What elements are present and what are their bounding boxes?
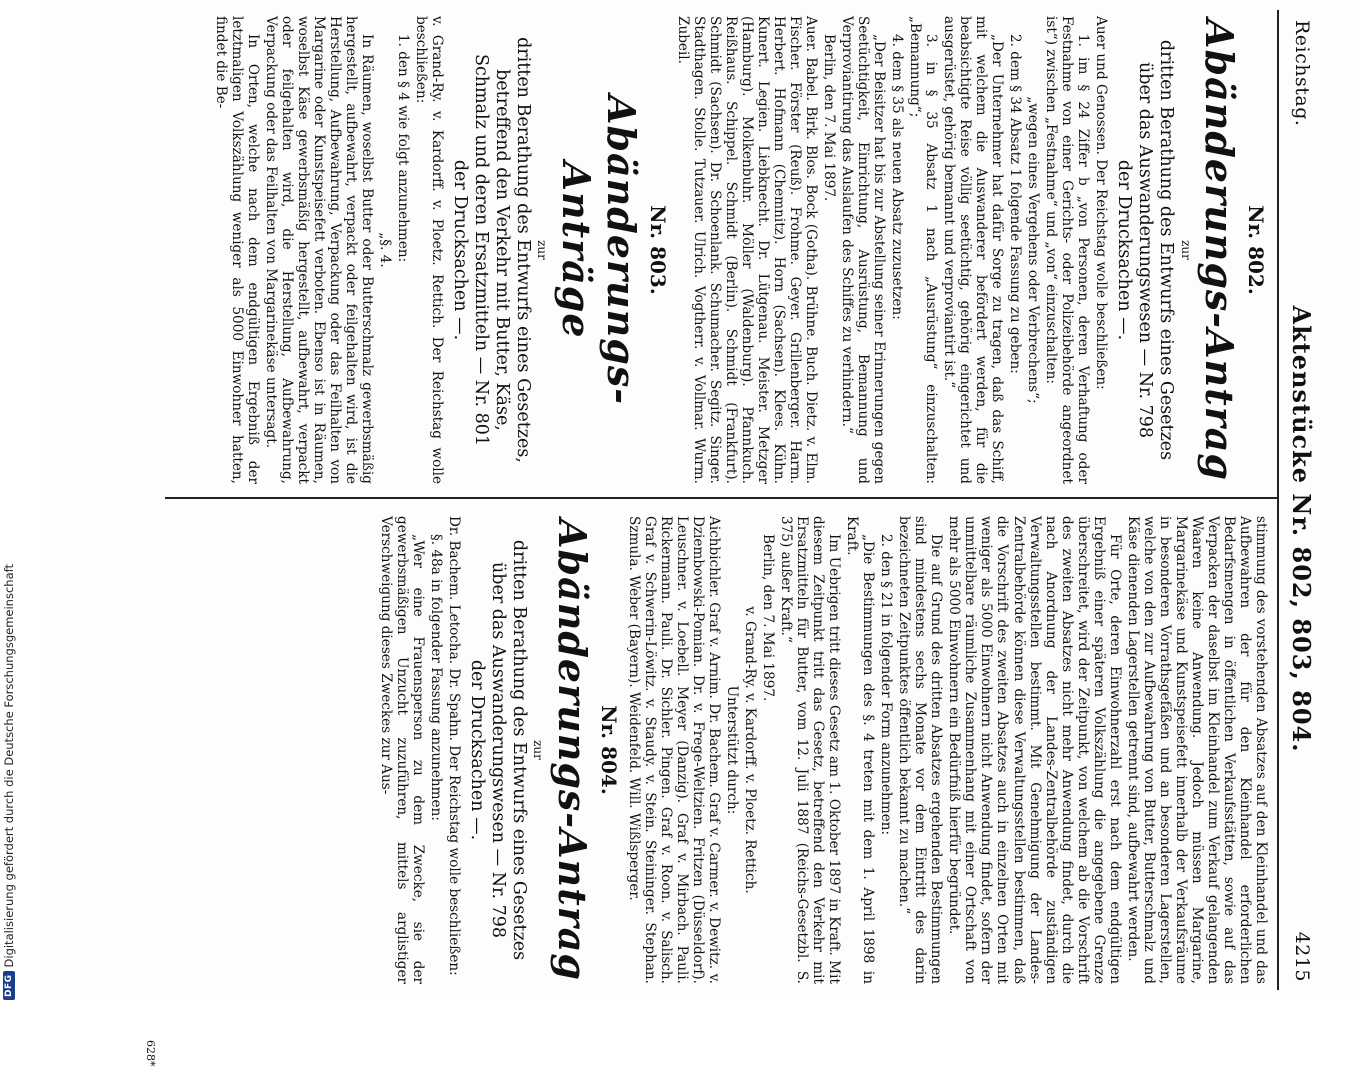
zur-802: zur	[1178, 240, 1193, 260]
doc-desc-804	[466, 516, 529, 984]
doc-number-804: Nr. 804.	[596, 705, 621, 795]
right-column	[376, 516, 1269, 984]
signature-mark: 628*	[144, 1040, 157, 1067]
desc-803-line3: Schmalz und deren Ersatzmitteln — Nr. 801	[471, 53, 492, 447]
date-803: Berlin, den 7. Mai 1897.	[760, 534, 777, 702]
scanned-page	[40, 0, 1353, 1067]
column-divider	[165, 497, 1277, 499]
item-802-3: 3. in § 35 Absatz 1 nach „Ausrüstung“ einzuschalten: „Bemannung“;	[907, 16, 940, 484]
intro-803: v. Grand-Ry. v. Kardorff. v. Ploetz. Rettich. Der Reichstag wolle beschließen:	[413, 16, 446, 484]
signers-803: Aichbichler. Graf v. Arnim. Dr. Bachem. Graf v. Carmer. v. Dewitz. v. Dziembowski-Pomian. Dr. v. Frege-Weltzien. Fritzen (Düsseldorf). Leuschner. v. Loebell. Meyer (Danzig). Graf v. Mirbach. Pauli. Rickermann. Pauli. Dr. Sichler. Pingen. Graf v. Roon. v. Salisch. Graf v. Schwerin-Löwitz. v. Staudy. v. Stein. Steininger. Stephan. Szmula. Weber (Bayern). Weidenfeld. Will. Wißlsperger.	[625, 516, 722, 984]
desc-802-line2: über das Auswanderungswesen — Nr. 798	[1135, 61, 1156, 438]
desc-802-line1: dritten Berathung des Entwurfs eines Gesetzes	[1156, 39, 1177, 461]
item-804: §. 48a in folgender Fassung anzunehmen:	[428, 534, 445, 821]
signers-803-main: v. Grand-Ry. v. Kardorff. v. Ploetz. Rettich.	[742, 606, 759, 894]
doc-title-802: Abänderungs-Antrag	[1197, 19, 1243, 481]
rotated-content	[95, 0, 1325, 1067]
item-803-2b: „Die Bestimmungen des §. 4 treten mit dem 1. April 1898 in Kraft.	[844, 516, 877, 984]
intro-804: Dr. Bachem. Letocha. Dr. Spahn. Der Reichstag wolle beschließen:	[446, 516, 463, 976]
zur-803: zur	[535, 240, 550, 260]
digitization-text: Digitalisierung gefördert durch die Deutsche Forschungsgemeinschaft	[2, 564, 16, 968]
para-4-head: „§. 4.	[377, 232, 394, 268]
doc-number-803: Nr. 803.	[645, 205, 670, 295]
item-803-1: 1. den § 4 wie folgt anzunehmen:	[395, 34, 412, 263]
item-803-2: 2. den § 21 in folgender Form anzunehmen:	[878, 534, 895, 836]
item-803-2c: Im Uebrigen tritt dieses Gesetz am 1. Oktober 1897 in Kraft. Mit diesem Zeitpunkt tritt das Gesetz, betreffend den Verkehr mit Ersatzmitteln für Butter, vom 12. Juli 1887 (Reichs-Gesetzbl. S. 375) außer Kraft.“	[778, 516, 843, 984]
item-802-2: 2. dem § 34 Absatz 1 folgende Fassung zu geben:	[1007, 34, 1024, 374]
signers-803-head: Unterstützt durch:	[724, 685, 740, 815]
item-802-2b: „Der Unternehmer hat dafür Sorge zu tragen, daß das Schiff, mit welchem die Auswanderer befördert werden, für die beabsichtigte Reise völlig seetüchtig, gehörig eingerichtet und ausgerüstet, gehörig bemannt und verproviantirt ist.“	[941, 16, 1006, 484]
cont-paragraph-2: Für Orte, deren Einwohnerzahl erst nach dem endgültigen Ergebniß einer späteren Volkszählung die angegebene Grenze überschreitet, wird der Zeitpunkt, von welchem ab die Vorschrift des zweiten Absatzes nicht mehr Anwendung findet, durch die nach Anordnung der Landes-Zentralbehörde zuständigen Verwaltungsstellen bestimmt. Mit Genehmigung der Landes-Zentralbehörde können diese Verwaltungsstellen bestimmen, daß die Vorschrift des zweiten Absatzes auch in einzelnen Orten mit weniger als 5000 Einwohnern nicht Anwendung findet, sofern der unmittelbare räumliche Zusammenhang mit einer Ortschaft von mehr als 5000 Einwohnern ein Bedürfniß hierfür begründet.	[946, 516, 1123, 984]
item-804b: „Wer eine Frauensperson zu dem Zwecke, sie der gewerbsmäßigen Unzucht zuzuführen, mittels arglistiger Verschweigung dieses Zweckes zur Aus-	[378, 516, 427, 984]
intro-802: Auer und Genossen. Der Reichstag wolle beschließen:	[1093, 16, 1110, 390]
doc-title-804: Abänderungs-Antrag	[550, 519, 596, 981]
date-802: Berlin, den 7. Mai 1897.	[820, 34, 837, 202]
left-column	[211, 16, 1269, 484]
header-rule	[1277, 10, 1279, 990]
desc-804-line3: der Drucksachen —.	[467, 659, 488, 841]
cont-paragraph-1: stimmung des vorstehenden Absatzes auf den Kleinhandel und das Aufbewahren der für den Kleinhandel erforderlichen Bedarfsmengen in öffentlichen Verkaufsstätten, sowie auf das Verpacken der daselbst im Kleinhandel zum Verkauf gelangenden Waaren keine Anwendung. Jedoch müssen Margarine, Margarinekäse und Kunstspeisefett innerhalb der Verkaufsräume in besonderen Vorrathsgefäßen und an besonderen Lagerstellen, welche von den zur Aufbewahrung von Butter, Butterschmalz und Käse dienenden Lagerstellen getrennt sind, aufbewahrt werden.	[1124, 516, 1269, 984]
desc-804-line1: dritten Berathung des Entwurfs eines Gesetzes	[509, 539, 530, 961]
desc-802-line3: der Drucksachen —.	[1114, 159, 1135, 341]
page-number: 4215	[1291, 931, 1313, 982]
signers-802: Auer. Babel. Birk. Blos. Bock (Gotha). Brühne. Buch. Dietz. v. Elm. Fischer. Förster (Reuß). Frohme. Geyer. Grillenberger. Harm. Herbert. Hofmann (Chemnitz). Horn (Sachsen). Klees. Kühn. Kunert. Legien. Liebknecht. Dr. Lütgenau. Meister. Metzger (Hamburg). Molkenbuhr. Möller (Waldenburg). Pfannkuch. Reißhaus. Schippel. Schmidt (Berlin). Schmidt (Frankfurt). Schmidt (Sachsen). Dr. Schoenlank. Schumacher. Segitz. Singer. Stadthagen. Stolle. Tutzauer. Ulrich. Vogtherr. v. Vollmar. Wurm. Zubeil.	[674, 16, 819, 484]
running-header	[1287, 20, 1317, 982]
cont-paragraph-3: Die auf Grund des dritten Absatzes ergehenden Bestimmungen sind mindestens sechs Monate vor dem Eintritt des darin bezeichneten Zeitpunktes öffentlich bekannt zu machen.“	[896, 516, 945, 984]
para-4-text2: In Orten, welche nach dem endgültigen Ergebniß der letztmaligen Volkszählung weniger als 5000 Einwohner hatten, findet die Be-	[212, 16, 261, 484]
item-802-4b: „Der Beisitzer hat bis zur Abstellung seiner Erinnerungen gegen Seetüchtigkeit, Einrichtung, Ausrüstung, Bemannung und Verproviantirung das Auslaufen des Schiffes zu verhindern.“	[838, 16, 888, 484]
digitization-note	[2, 564, 16, 1000]
desc-803-line2: betreffend den Verkehr mit Butter, Käse,	[492, 69, 513, 431]
item-802-1: 1. im § 24 Ziffer b „von Personen, deren Verhaftung oder Festnahme von einer Gerichts- oder Polizeibehörde angeordnet ist“) zwischen „Festnahme“ und „von“ einzuschalten:	[1043, 16, 1092, 484]
doc-desc-802	[1113, 16, 1176, 484]
desc-803-line1: dritten Berathung des Entwurfs eines Gesetzes,	[513, 37, 534, 463]
header-center: Aktenstücke Nr. 802, 803, 804.	[1287, 305, 1317, 753]
doc-desc-803	[449, 16, 533, 484]
item-802-4: 4. dem § 35 als neuen Absatz zuzusetzen:	[889, 34, 906, 320]
para-4-text: In Räumen, woselbst Butter oder Butterschmalz gewerbsmäßig hergestellt, aufbewahrt, verpackt oder feilgehalten wird, ist die Herstellung, Aufbewahrung, Verpackung oder das Feilhalten von Margarine oder Kunstspeisefett verboten. Ebenso ist in Räumen, woselbst Käse gewerbsmäßig hergestellt, aufbewahrt, verpackt oder feilgehalten wird, die Herstellung, Aufbewahrung, Verpackung oder das Feilhalten von Margarinekäse untersagt.	[262, 16, 376, 484]
header-left: Reichstag.	[1291, 20, 1313, 127]
doc-title-803: Abänderungs-Anträge	[554, 94, 645, 406]
zur-804: zur	[531, 740, 546, 760]
doc-number-802: Nr. 802.	[1244, 205, 1268, 295]
item-802-1b: „wegen eines Vergehens oder Verbrechens“;	[1025, 96, 1042, 404]
dfg-logo: DFG	[3, 971, 15, 1000]
desc-803-line4: der Drucksachen —.	[450, 159, 471, 341]
desc-804-line2: über das Auswanderungswesen — Nr. 798	[488, 561, 509, 938]
